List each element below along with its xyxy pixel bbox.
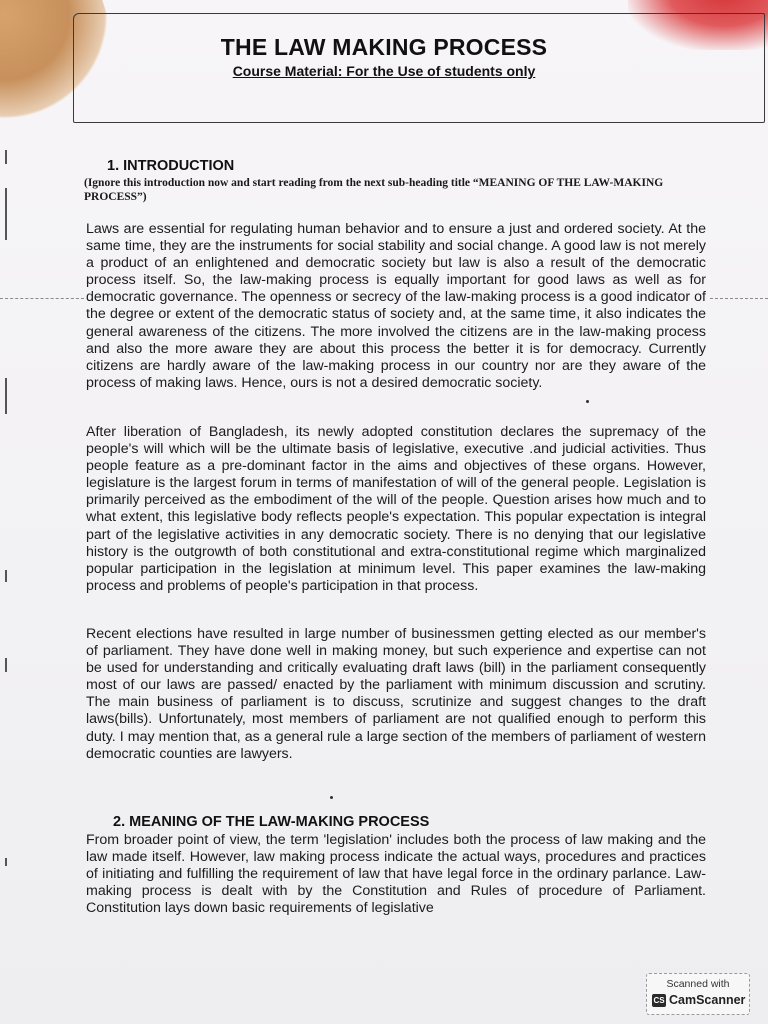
paragraph-intro-3: Recent elections have resulted in large number of businessmen getting elected as our member's of parliament. They have done well in making money, but such experience and expertise can not be used for understanding and critically evaluating draft laws (bill) in the parliament consequently most of our laws are passed/ enacted by the parliament with minimum discussion and scrutiny. The main business of parliament is to discuss, scrutinize and suggest changes to the draft laws(bills). Unfortunately, most members of parliament are not qualified enough to perform this duty. I may mention that, as a general rule a large section of the members of parliament of western democratic counties are lawyers. (86, 626, 706, 762)
document-title: THE LAW MAKING PROCESS (220, 34, 548, 60)
paragraph-intro-2: After liberation of Bangladesh, its newly adopted constitution declares the supremacy of the people's will which will be the ultimate basis of legislative, executive .and judicial activities. Thus people feature as a pre-dominant factor in the aims and objectives of these organs. However, legislature is the largest forum in terms of manifestation of will of the general people. Legislation is primarily perceived as the embodiment of the will of the people. Question arises how much and to what extent, this legislative body reflects people's expectation. This popular expectation is integral part of the legislative activities in any democratic society. There is no denying that our legislative history is the outgrowth of both constitutional and extra-constitutional regime which marginalized popular participation in the legislation at minimum level. This paper examines the law-making process and problems of people's participation in that process. (86, 424, 706, 594)
camscanner-logo-icon: CS (653, 996, 665, 1005)
speck-mark (330, 796, 333, 799)
watermark-caption: Scanned with (666, 978, 730, 990)
margin-mark (5, 378, 7, 414)
speck-mark (586, 400, 589, 403)
section-heading-meaning: 2. MEANING OF THE LAW-MAKING PROCESS (113, 814, 430, 830)
fold-line (710, 298, 768, 300)
document-subtitle: Course Material: For the Use of students only (232, 63, 536, 79)
camscanner-watermark (646, 973, 750, 1015)
margin-mark (5, 858, 7, 866)
margin-mark (5, 570, 7, 582)
margin-mark (5, 188, 7, 240)
watermark-brand: CamScanner (669, 993, 746, 1007)
section-heading-introduction: 1. INTRODUCTION (107, 158, 235, 174)
reading-note: (Ignore this introduction now and start reading from the next sub-heading title “MEANING OF THE LAW-MAKING PROCESS”) (84, 177, 664, 203)
margin-mark (5, 150, 7, 164)
fold-line (0, 298, 84, 300)
paragraph-meaning: From broader point of view, the term 'legislation' includes both the process of law making and the law made itself. However, law making process indicate the actual ways, procedures and practices of initiating and fulfilling the requirement of law that have legal force in the ordinary parlance. Law-making process is dealt with by the Constitution and Rules of procedure of Parliament. Constitution lays down basic requirements of legislative (86, 832, 706, 917)
paragraph-intro-1: Laws are essential for regulating human behavior and to ensure a just and ordered society. At the same time, they are the instruments for social stability and social change. A good law is not merely a product of an enlightened and democratic society but law is also a result of the democratic process itself. So, the law-making process is equally important for good laws as well as for democratic governance. The openness or secrecy of the law-making process is a good indicator of the degree or extent of the democratic status of society and, at the same time, it also indicates the general awareness of the citizens. The more involved the citizens are in the law-making process and also the more aware they are about this process the better it is for democracy. Currently citizens are hardly aware of the law-making process in our country nor are they aware of the process of making laws. Hence, ours is not a desired democratic society. (86, 221, 706, 391)
margin-mark (5, 658, 7, 672)
